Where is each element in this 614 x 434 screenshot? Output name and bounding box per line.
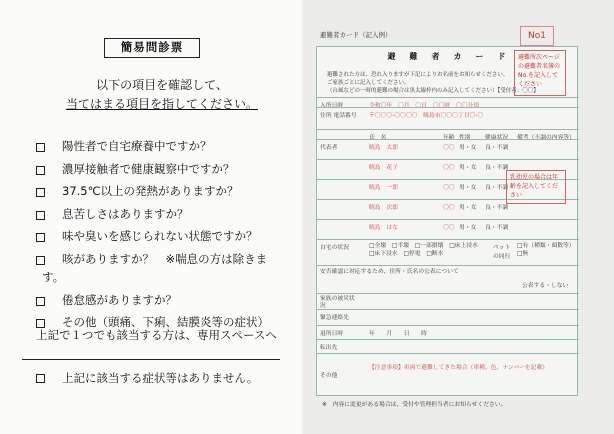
question-continuation: す。 [42, 269, 65, 284]
member-health: 良・不調 [485, 185, 509, 191]
inquiry-row [317, 265, 579, 293]
leave-row [317, 325, 579, 339]
evacuee-card-sheet [302, 0, 614, 434]
note-line: ご家族ごとに記入してください。 [327, 80, 410, 86]
member-name: 暁島 花子 [369, 165, 398, 171]
member-age: 〇〇 [443, 165, 455, 171]
checkbox-icon[interactable] [36, 256, 45, 265]
intro-line-2: 当てはまる項目を指してください。 [65, 97, 258, 111]
pet-label: ペットの同行 [493, 245, 511, 260]
col-sex: 性別 [459, 135, 471, 141]
checkbox-icon[interactable] [36, 188, 45, 197]
col-age: 年齢 [443, 135, 455, 141]
inquiry-label: 安否確認に対応するため、住所・氏名の公表について [320, 269, 459, 275]
member-name: 暁島 次郎 [369, 205, 398, 211]
question-text: 咳がありますか？ ※喘息の方は除きま [62, 251, 268, 266]
note-line: （台風などの一時的避難の場合は黒太線枠内のみ記入してください）【受付者：〇〇】 [327, 88, 539, 94]
question-text: 陽性者で自宅療養中ですか？ [62, 139, 212, 153]
note-line: 避難された方は、恐れ入りますが下記によりお名前をお知らせください。 [327, 72, 509, 78]
evacuee-card [316, 46, 578, 396]
question-item[interactable] [34, 225, 296, 248]
leave-label: 退所日時 [320, 331, 344, 337]
checkbox-icon[interactable] [36, 211, 45, 220]
member-health: 良・不調 [485, 145, 509, 151]
move-row [317, 339, 579, 353]
card-footnote: ※ 内容に変更がある場合は、受付や管理担当者にお知らせください。 [322, 402, 507, 408]
question-text: 倦怠感がありますか？ [62, 292, 177, 307]
address-label: 住所 電話番号 [320, 113, 357, 119]
member-name: 暁島 一郎 [369, 185, 398, 191]
col-remarks: 備考（不調の内容等） [517, 135, 575, 141]
none-applicable-text: 上記に該当する症状等はありません。 [62, 371, 259, 385]
sticky-note-age: 乳幼児の場合は年齢を記入してください [506, 170, 566, 204]
question-item[interactable] [34, 289, 296, 312]
member-health: 良・不調 [485, 205, 509, 211]
question-item[interactable] [34, 203, 296, 226]
address-value: 〒〇〇〇-〇〇〇〇 暁島市〇〇〇丁目〇-〇 [369, 113, 484, 119]
member-age: 〇〇 [443, 225, 455, 231]
member-age: 〇〇 [443, 185, 455, 191]
family-label: 家族の被災状況 [320, 296, 355, 309]
card-header: 避難者カード（記入例） [320, 31, 392, 39]
member-age: 〇〇 [443, 145, 455, 151]
other-label: その他 [320, 373, 338, 379]
move-label: 転出先 [320, 345, 338, 351]
checkbox-icon[interactable] [36, 297, 45, 306]
question-list [34, 135, 296, 334]
questionnaire-intro [52, 76, 272, 114]
question-text: 濃厚接触者で健康観察中ですか？ [62, 161, 235, 176]
representative-label: 代表者 [320, 145, 338, 151]
member-row [317, 139, 579, 159]
contact-label: 緊急連絡先 [320, 315, 349, 321]
member-name: 暁島 はな [369, 225, 398, 231]
intro-line-1: 以下の項目を確認して、 [96, 78, 228, 92]
checkbox-icon[interactable] [36, 374, 45, 383]
admission-value: 令和〇年 〇月 〇日 〇〇時 〇〇分頃 [369, 103, 480, 109]
divider [22, 359, 280, 360]
home-status-options: □全壊 □半壊 □一部損壊 □床上浸水 □床下浸水 □停電 □断水 [369, 243, 484, 257]
questionnaire-sheet [0, 0, 302, 434]
member-age: 〇〇 [443, 205, 455, 211]
other-row [317, 353, 579, 395]
member-health: 良・不調 [485, 165, 509, 171]
member-sex: 男・女 [459, 165, 477, 171]
question-item[interactable] [34, 248, 296, 268]
question-text: 味や臭いを感じられない状態ですか？ [62, 229, 258, 243]
summary-instruction: 上記で１つでも該当する方は、専用スペースへ [36, 328, 277, 342]
admission-label: 入所日時 [320, 103, 344, 109]
checkbox-icon[interactable] [36, 143, 45, 152]
question-text: その他（頭痛、下痢、結膜炎等の症状） [62, 315, 269, 329]
member-name: 暁島 太郎 [369, 145, 398, 151]
checkbox-icon[interactable] [36, 166, 45, 175]
sticky-note: 避難所次ページの避難者名簿のNo.を記入してください [514, 50, 566, 96]
question-text: 息苦しさはありますか？ [62, 206, 189, 221]
home-status-label: 自宅の状況 [320, 245, 349, 251]
member-sex: 男・女 [459, 225, 477, 231]
member-sex: 男・女 [459, 205, 477, 211]
contact-row [317, 309, 579, 325]
leave-value: 年 月 日 時 [369, 331, 427, 337]
question-item[interactable] [34, 158, 296, 181]
member-sex: 男・女 [459, 145, 477, 151]
none-applicable-item[interactable] [34, 370, 258, 386]
col-health: 健康状況 [485, 135, 509, 141]
question-item[interactable] [34, 135, 296, 158]
card-title: 避 難 者 カ ー ド [387, 52, 509, 61]
question-item[interactable] [34, 180, 296, 203]
pet-options: □有（種類・頭数等） □無 [517, 243, 578, 257]
other-value: 【注意事項】車両で避難してきた場合（車種、色、ナンバーを記載） [369, 365, 549, 371]
question-text: 37.5℃以上の発熱がありますか？ [62, 184, 239, 198]
home-status-row [317, 239, 579, 265]
member-header-row [317, 129, 579, 139]
inquiry-options: 公表する・しない [522, 283, 569, 289]
member-row [317, 219, 579, 239]
member-health: 良・不調 [485, 225, 509, 231]
family-row [317, 293, 579, 309]
admission-row [317, 97, 579, 107]
checkbox-icon[interactable] [36, 233, 45, 242]
member-sex: 男・女 [459, 185, 477, 191]
address-row [317, 107, 579, 129]
card-number-badge: No1 [520, 26, 554, 46]
questionnaire-title: 簡易問診票 [104, 38, 200, 58]
col-name: 氏 名 [369, 135, 387, 141]
